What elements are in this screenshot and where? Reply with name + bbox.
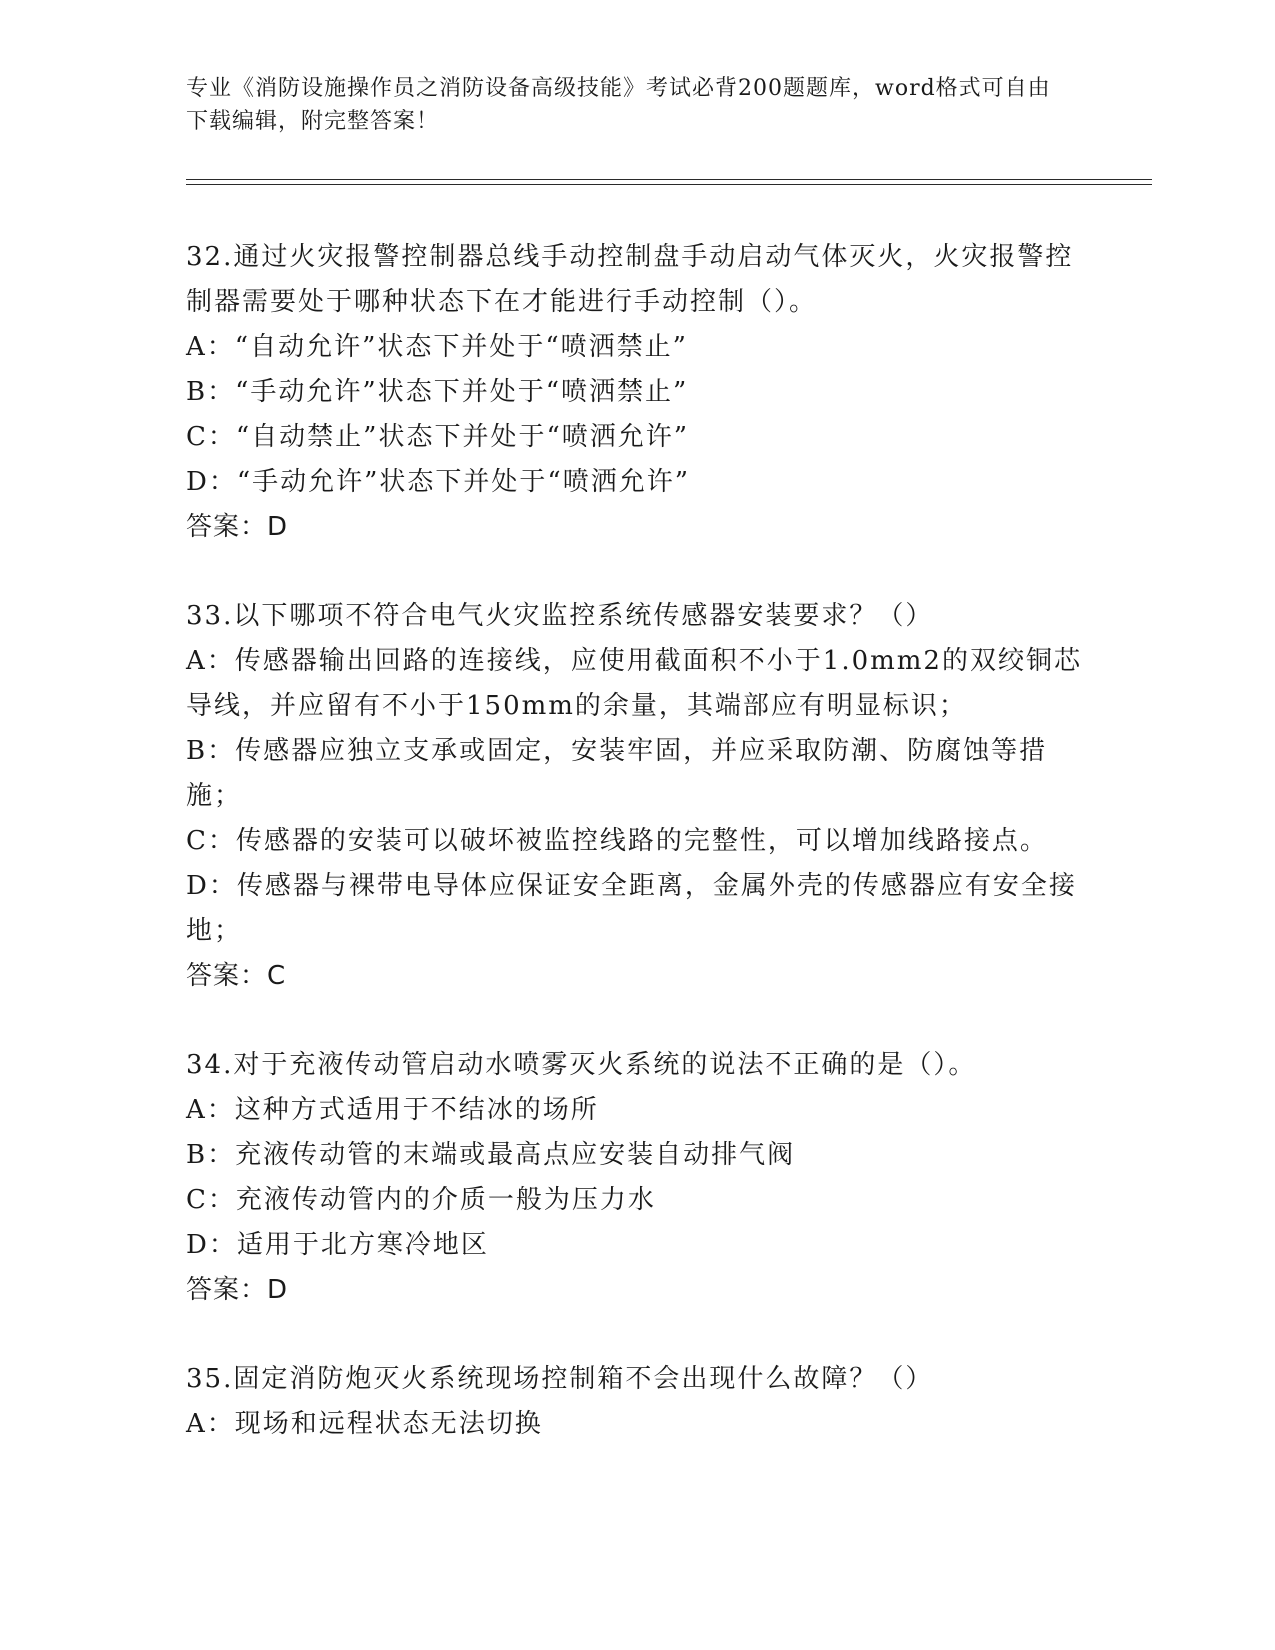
question-item — [186, 594, 1086, 999]
question-stem: 34.对于充液传动管启动水喷雾灭火系统的说法不正确的是（）。 — [186, 1050, 977, 1080]
question-item — [186, 1043, 1086, 1313]
option-a: A：“自动允许”状态下并处于“喷洒禁止” — [186, 332, 688, 362]
answer-text: 答案：D — [186, 512, 289, 542]
option-d: D：“手动允许”状态下并处于“喷洒允许” — [186, 467, 691, 497]
question-list — [186, 235, 1086, 1491]
option-a: A：传感器输出回路的连接线，应使用截面积不小于1.0mm2的双绞铜芯导线，并应留有不小于150mm的余量，其端部应有明显标识； — [186, 646, 1082, 721]
option-c: C：充液传动管内的介质一般为压力水 — [186, 1185, 656, 1215]
question-item — [186, 1357, 1086, 1447]
option-b: B：充液传动管的末端或最高点应安装自动排气阀 — [186, 1140, 796, 1170]
option-b: B：传感器应独立支承或固定，安装牢固，并应采取防潮、防腐蚀等措施； — [186, 736, 1048, 811]
option-d: D：传感器与裸带电导体应保证安全距离，金属外壳的传感器应有安全接地； — [186, 871, 1077, 946]
header-divider-line — [186, 184, 1152, 185]
question-stem: 33.以下哪项不符合电气火灾监控系统传感器安装要求？（） — [186, 601, 934, 631]
question-stem: 32.通过火灾报警控制器总线手动控制盘手动启动气体灭火，火灾报警控制器需要处于哪种状态下在才能进行手动控制（）。 — [186, 242, 1074, 317]
option-c: C：传感器的安装可以破坏被监控线路的完整性，可以增加线路接点。 — [186, 826, 1048, 856]
question-stem: 35.固定消防炮灭火系统现场控制箱不会出现什么故障？（） — [186, 1364, 934, 1394]
answer-text: 答案：C — [186, 961, 287, 991]
header-divider-line — [186, 179, 1152, 180]
option-c: C：“自动禁止”状态下并处于“喷洒允许” — [186, 422, 690, 452]
question-item — [186, 235, 1086, 550]
answer-text: 答案：D — [186, 1275, 289, 1305]
document-header: 专业《消防设施操作员之消防设备高级技能》考试必背200题题库，word格式可自由下载编辑，附完整答案！ — [186, 76, 1051, 134]
option-a: A：现场和远程状态无法切换 — [186, 1409, 543, 1439]
option-a: A：这种方式适用于不结冰的场所 — [186, 1095, 599, 1125]
option-d: D：适用于北方寒冷地区 — [186, 1230, 489, 1260]
option-b: B：“手动允许”状态下并处于“喷洒禁止” — [186, 377, 689, 407]
